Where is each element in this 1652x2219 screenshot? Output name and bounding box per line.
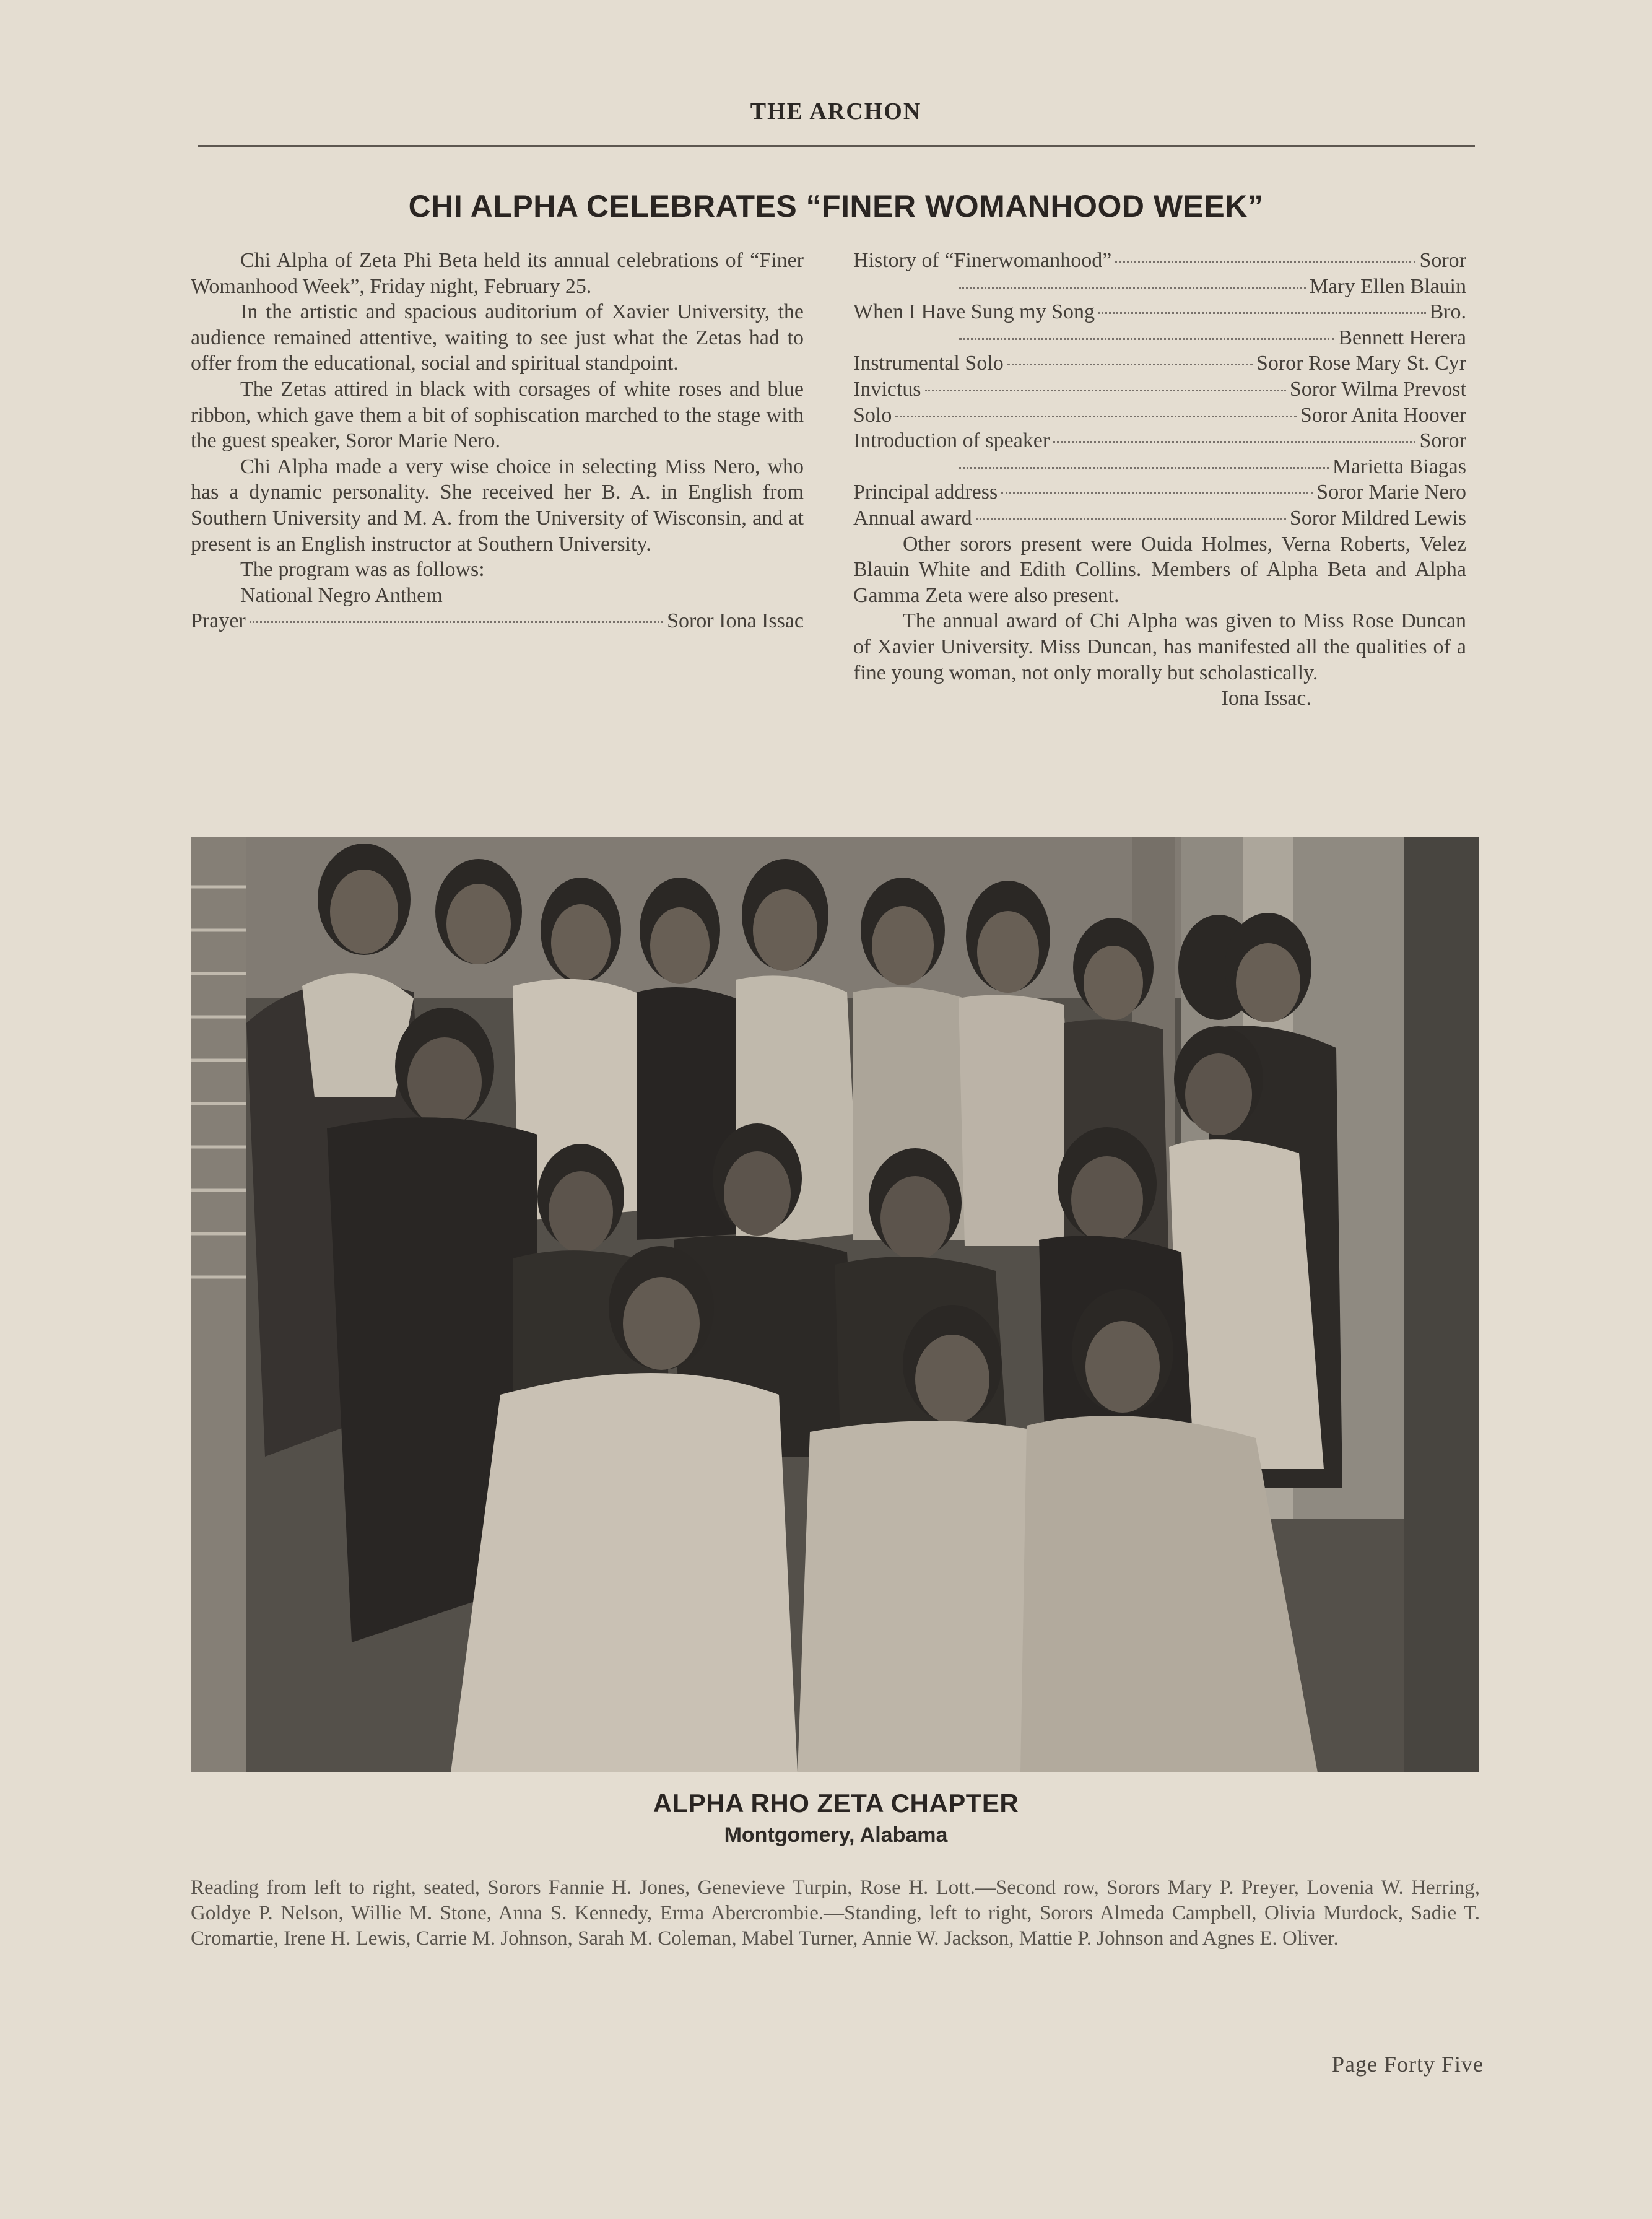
program-row xyxy=(853,248,1466,274)
dot-leader xyxy=(1098,312,1425,314)
program-person: Soror Wilma Prevost xyxy=(1289,377,1466,401)
dot-leader xyxy=(959,338,1334,340)
article-paragraph: Chi Alpha made a very wise choice in selecting Miss Nero, who has a dynamic personality. She received her B. A. in English from Southern University and M. A. from the University of Wisconsin, and at present is an English instructor at Southern University. xyxy=(191,455,804,556)
article-signature: Iona Issac. xyxy=(1221,687,1311,710)
program-person: Marietta Biagas xyxy=(1332,455,1466,478)
program-item: History of “Finerwomanhood” xyxy=(853,249,1112,272)
article-paragraph: The program was as follows: xyxy=(240,558,485,582)
article-paragraph: The Zetas attired in black with corsages of white roses and blue ribbon, which gave them a bit of sophiscation marched to the stage with the guest speaker, Soror Marie Nero. xyxy=(191,377,804,453)
article-paragraph: Other sorors present were Ouida Holmes, Verna Roberts, Velez Blauin White and Edith Collins. Members of Alpha Beta and Alpha Gamma Zeta were also present. xyxy=(853,532,1466,607)
program-item: Annual award xyxy=(853,506,972,530)
program-item: Prayer xyxy=(191,609,246,633)
group-photograph xyxy=(191,837,1479,1772)
program-row xyxy=(853,403,1466,429)
program-row-continuation xyxy=(853,274,1466,300)
dot-leader xyxy=(925,390,1286,391)
dot-leader xyxy=(976,518,1286,520)
article-paragraph: Chi Alpha of Zeta Phi Beta held its annual celebrations of “Finer Womanhood Week”, Friday night, February 25. xyxy=(191,249,804,298)
article-left-column xyxy=(191,248,804,634)
article-title: CHI ALPHA CELEBRATES “FINER WOMANHOOD WEEK” xyxy=(408,189,1264,224)
program-row xyxy=(853,505,1466,531)
photo-caption-title: ALPHA RHO ZETA CHAPTER xyxy=(653,1789,1019,1818)
dot-leader xyxy=(959,287,1306,289)
program-row xyxy=(191,608,804,634)
program-person: Soror xyxy=(1419,249,1466,272)
program-row xyxy=(853,351,1466,377)
article-right-column xyxy=(853,248,1466,712)
article-paragraph: In the artistic and spacious auditorium of Xavier University, the audience remained attentive, waiting to see just what the Zetas had to offer from the educational, social and spiritual standpoint. xyxy=(191,300,804,375)
program-item: Introduction of speaker xyxy=(853,429,1050,453)
photo-caption-text: Reading from left to right, seated, Sorors Fannie H. Jones, Genevieve Turpin, Rose H. Lott.—Second row, Sorors Mary P. Preyer, Lovenia W. Herring, Goldye P. Nelson, Willie M. Stone, Anna S. Kennedy, Erma Abercrombie.—Standing, left to right, Sorors Almeda Campbell, Olivia Murdock, Sadie T. Cromartie, Irene H. Lewis, Carrie M. Johnson, Sarah M. Coleman, Mabel Turner, Annie W. Jackson, Mattie P. Johnson and Agnes E. Oliver. xyxy=(191,1877,1480,1950)
photo-caption-location: Montgomery, Alabama xyxy=(724,1823,948,1847)
program-item: When I Have Sung my Song xyxy=(853,300,1095,324)
program-row-continuation xyxy=(853,325,1466,351)
program-anthem: National Negro Anthem xyxy=(240,583,443,607)
header-rule xyxy=(198,145,1475,147)
program-person: Soror Mildred Lewis xyxy=(1289,506,1466,530)
program-person: Bennett Herera xyxy=(1338,326,1466,349)
dot-leader xyxy=(1115,261,1415,263)
program-person: Soror Rose Mary St. Cyr xyxy=(1256,352,1466,375)
page-number: Page Forty Five xyxy=(1332,2052,1484,2077)
article-paragraph: The annual award of Chi Alpha was given to Miss Rose Duncan of Xavier University. Miss Duncan, has manifested all the qualities of a fine young woman, not only morally but scholastically. xyxy=(853,609,1466,684)
program-row xyxy=(853,479,1466,505)
program-item: Invictus xyxy=(853,377,921,401)
program-row-continuation xyxy=(853,454,1466,480)
dot-leader xyxy=(1007,364,1253,365)
program-person: Soror Iona Issac xyxy=(667,609,804,633)
program-item: Instrumental Solo xyxy=(853,352,1004,375)
program-person: Soror xyxy=(1419,429,1466,453)
program-row xyxy=(853,428,1466,454)
program-row xyxy=(853,377,1466,403)
program-person: Soror Marie Nero xyxy=(1316,481,1466,504)
program-person: Soror Anita Hoover xyxy=(1300,403,1466,427)
dot-leader xyxy=(895,416,1296,417)
dot-leader xyxy=(1001,492,1313,494)
running-head: THE ARCHON xyxy=(750,98,922,124)
program-person: Mary Ellen Blauin xyxy=(1309,274,1466,298)
group-photograph-illustration xyxy=(191,837,1479,1772)
dot-leader xyxy=(959,467,1329,469)
program-item: Solo xyxy=(853,403,892,427)
dot-leader xyxy=(250,621,663,623)
program-row xyxy=(853,299,1466,325)
dot-leader xyxy=(1053,441,1415,443)
program-item: Principal address xyxy=(853,481,998,504)
program-person: Bro. xyxy=(1429,300,1466,324)
